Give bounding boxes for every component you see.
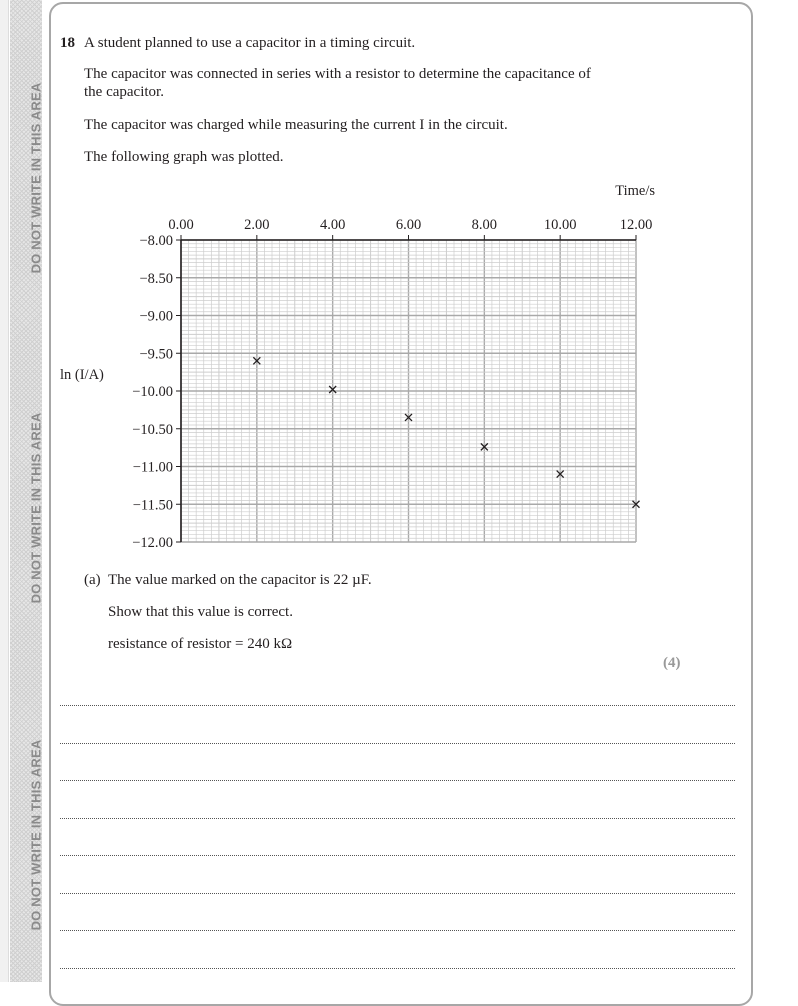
y-tick-label: −11.50 <box>132 497 173 514</box>
x-tick-label: 6.00 <box>395 217 422 233</box>
answer-line[interactable] <box>60 743 735 744</box>
answer-line[interactable] <box>60 818 735 819</box>
answer-line[interactable] <box>60 968 735 969</box>
y-tick-label: −10.00 <box>132 384 173 400</box>
y-tick-label: −11.00 <box>132 459 173 476</box>
y-tick-label: −8.50 <box>139 270 173 287</box>
x-tick-label: 0.00 <box>168 217 194 233</box>
answer-line[interactable] <box>60 780 735 781</box>
margin-notice: DO NOT WRITE IN THIS AREA <box>28 82 44 274</box>
x-axis-label: Time/s <box>615 183 655 199</box>
answer-line[interactable] <box>60 855 735 856</box>
graph-grid <box>181 240 636 542</box>
marks: (4) <box>663 655 681 671</box>
part-a-text: The value marked on the capacitor is 22 µF. <box>108 572 372 588</box>
question-text: The following graph was plotted. <box>84 149 284 165</box>
graph-axes <box>132 217 652 551</box>
question-text: The capacitor was connected in series with a resistor to determine the capacitance of <box>84 66 591 82</box>
margin-notice: DO NOT WRITE IN THIS AREA <box>28 739 44 931</box>
answer-line[interactable] <box>60 893 735 894</box>
answer-line[interactable] <box>60 930 735 931</box>
x-tick-label: 4.00 <box>319 217 346 233</box>
part-label: (a) <box>84 572 101 588</box>
question-text: the capacitor. <box>84 84 164 100</box>
x-tick-label: 12.00 <box>619 217 653 233</box>
y-tick-label: −10.50 <box>132 421 173 438</box>
margin-notice: DO NOT WRITE IN THIS AREA <box>28 412 44 604</box>
answer-line[interactable] <box>60 705 735 706</box>
y-tick-label: −9.50 <box>139 346 173 363</box>
x-tick-label: 2.00 <box>244 217 270 233</box>
part-a-instruction: Show that this value is correct. <box>108 604 293 620</box>
x-tick-label: 10.00 <box>543 217 577 233</box>
y-tick-label: −12.00 <box>132 535 173 551</box>
given-resistance: resistance of resistor = 240 kΩ <box>108 636 293 652</box>
question-text: The capacitor was charged while measuring the current I in the circuit. <box>84 117 508 133</box>
question-number: 18 <box>60 35 75 51</box>
x-tick-label: 8.00 <box>471 217 498 233</box>
question-intro: A student planned to use a capacitor in a timing circuit. <box>84 35 416 51</box>
y-axis-label: ln (I/A) <box>60 367 104 383</box>
y-tick-label: −9.00 <box>139 308 173 325</box>
y-tick-label: −8.00 <box>139 233 173 249</box>
